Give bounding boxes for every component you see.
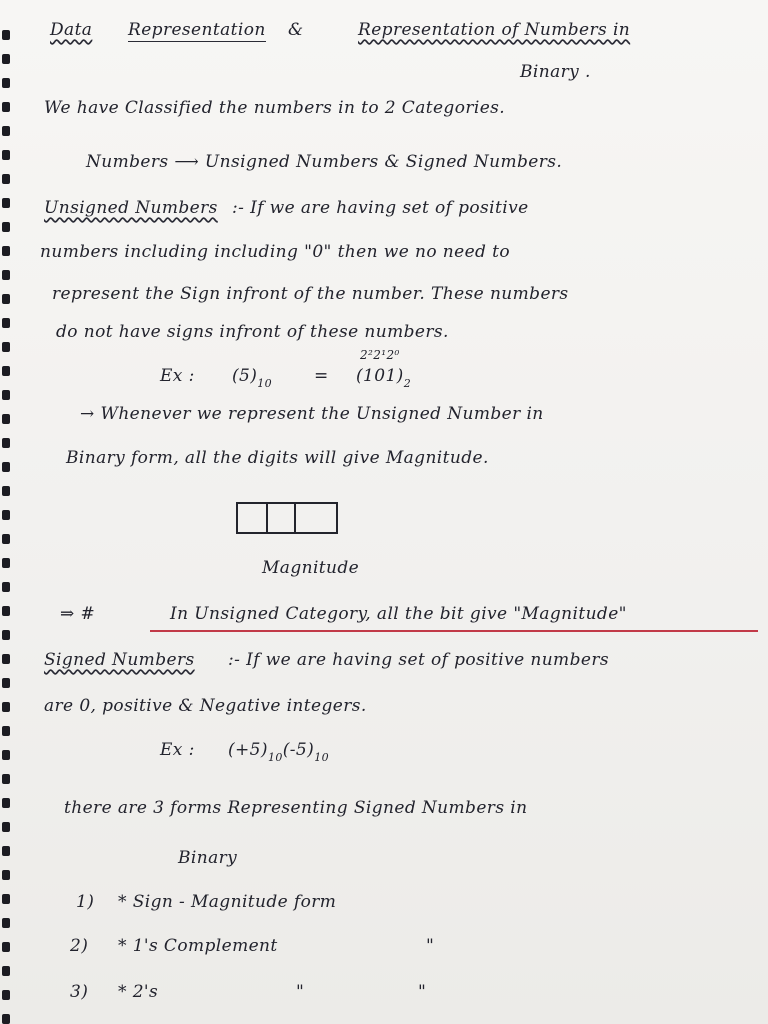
binding-hole <box>2 30 10 40</box>
binding-hole <box>2 510 10 520</box>
binding-hole <box>2 294 10 304</box>
line-categories: Numbers ⟶ Unsigned Numbers & Signed Numbers. <box>86 152 563 172</box>
binding-hole <box>2 198 10 208</box>
title-representation-of-numbers: Representation of Numbers in <box>358 20 631 40</box>
binding-hole <box>2 990 10 1000</box>
binding-hole <box>2 702 10 712</box>
binding-hole <box>2 894 10 904</box>
heading-signed-numbers: Signed Numbers <box>44 650 195 670</box>
binding-hole <box>2 78 10 88</box>
binding-hole <box>2 822 10 832</box>
list-item-1-number: 1) <box>76 892 95 912</box>
binding-hole <box>2 774 10 784</box>
line-whenever: → Whenever we represent the Unsigned Number in <box>80 404 544 424</box>
red-underline <box>150 630 758 632</box>
binding-hole <box>2 270 10 280</box>
line-no-signs: do not have signs infront of these numbers. <box>56 322 449 342</box>
example-1-equals: = <box>314 366 329 386</box>
binding-hole <box>2 486 10 496</box>
line-unsigned-category: In Unsigned Category, all the bit give "Magnitude" <box>170 604 627 624</box>
magnitude-box-diagram <box>236 502 338 534</box>
binding-hole <box>2 174 10 184</box>
line-represent-sign: represent the Sign infront of the number. These numbers <box>52 284 569 304</box>
binding-hole <box>2 54 10 64</box>
binding-hole <box>2 942 10 952</box>
binding-hole <box>2 654 10 664</box>
binding-hole <box>2 798 10 808</box>
binding-hole <box>2 462 10 472</box>
binding-hole <box>2 342 10 352</box>
binding-hole <box>2 246 10 256</box>
line-three-forms: there are 3 forms Representing Signed Numbers in <box>64 798 528 818</box>
list-item-3-text: * 2's <box>118 982 159 1002</box>
magnitude-label: Magnitude <box>262 558 360 578</box>
example-1-powers: 2²2¹2⁰ <box>360 348 400 362</box>
list-item-2-number: 2) <box>70 936 89 956</box>
binding-hole <box>2 750 10 760</box>
binding-hole <box>2 918 10 928</box>
example-2-values: $(+5)_{10}(-5)_{10}$ <box>228 740 329 764</box>
binding-hole <box>2 582 10 592</box>
line-binary-form: Binary form, all the digits will give Magnitude. <box>66 448 489 468</box>
binding-hole <box>2 318 10 328</box>
binding-hole <box>2 366 10 376</box>
line-classified: We have Classified the numbers in to 2 Categories. <box>44 98 506 118</box>
list-item-2-text: * 1's Complement <box>118 936 278 956</box>
binding-hole <box>2 534 10 544</box>
binding-hole <box>2 222 10 232</box>
list-item-3-number: 3) <box>70 982 89 1002</box>
line-integers: are 0, positive & Negative integers. <box>44 696 367 716</box>
list-item-1-text: * Sign - Magnitude form <box>118 892 337 912</box>
title-data: Data <box>50 20 93 40</box>
line-binary: Binary <box>178 848 238 868</box>
binding-hole <box>2 390 10 400</box>
list-item-3-ditto-2: " <box>418 982 427 1002</box>
list-item-2-ditto: " <box>426 936 435 956</box>
binding-hole <box>2 678 10 688</box>
binding-hole <box>2 966 10 976</box>
binding-hole <box>2 438 10 448</box>
title-ampersand: & <box>288 20 304 40</box>
example-1-rhs: $(101)_2$ <box>356 366 412 390</box>
list-item-3-ditto-1: " <box>296 982 305 1002</box>
binding-hole <box>2 1014 10 1024</box>
line-including-zero: numbers including including "0" then we no need to <box>40 242 510 262</box>
implies-hash: ⇒ # <box>60 604 96 624</box>
binding-hole <box>2 606 10 616</box>
spiral-binding <box>0 0 14 1024</box>
line-unsigned-def: :- If we are having set of positive <box>232 198 529 218</box>
binding-hole <box>2 846 10 856</box>
example-1-label: Ex : <box>160 366 195 386</box>
binding-hole <box>2 870 10 880</box>
binding-hole <box>2 630 10 640</box>
binding-hole <box>2 102 10 112</box>
example-1-lhs: $(5)_{10}$ <box>232 366 273 390</box>
heading-unsigned-numbers: Unsigned Numbers <box>44 198 218 218</box>
binding-hole <box>2 726 10 736</box>
title-representation: Representation <box>128 20 266 40</box>
example-2-label: Ex : <box>160 740 195 760</box>
binding-hole <box>2 414 10 424</box>
binding-hole <box>2 558 10 568</box>
title-binary: Binary . <box>520 62 591 82</box>
line-signed-def: :- If we are having set of positive numbers <box>228 650 609 670</box>
binding-hole <box>2 150 10 160</box>
binding-hole <box>2 126 10 136</box>
